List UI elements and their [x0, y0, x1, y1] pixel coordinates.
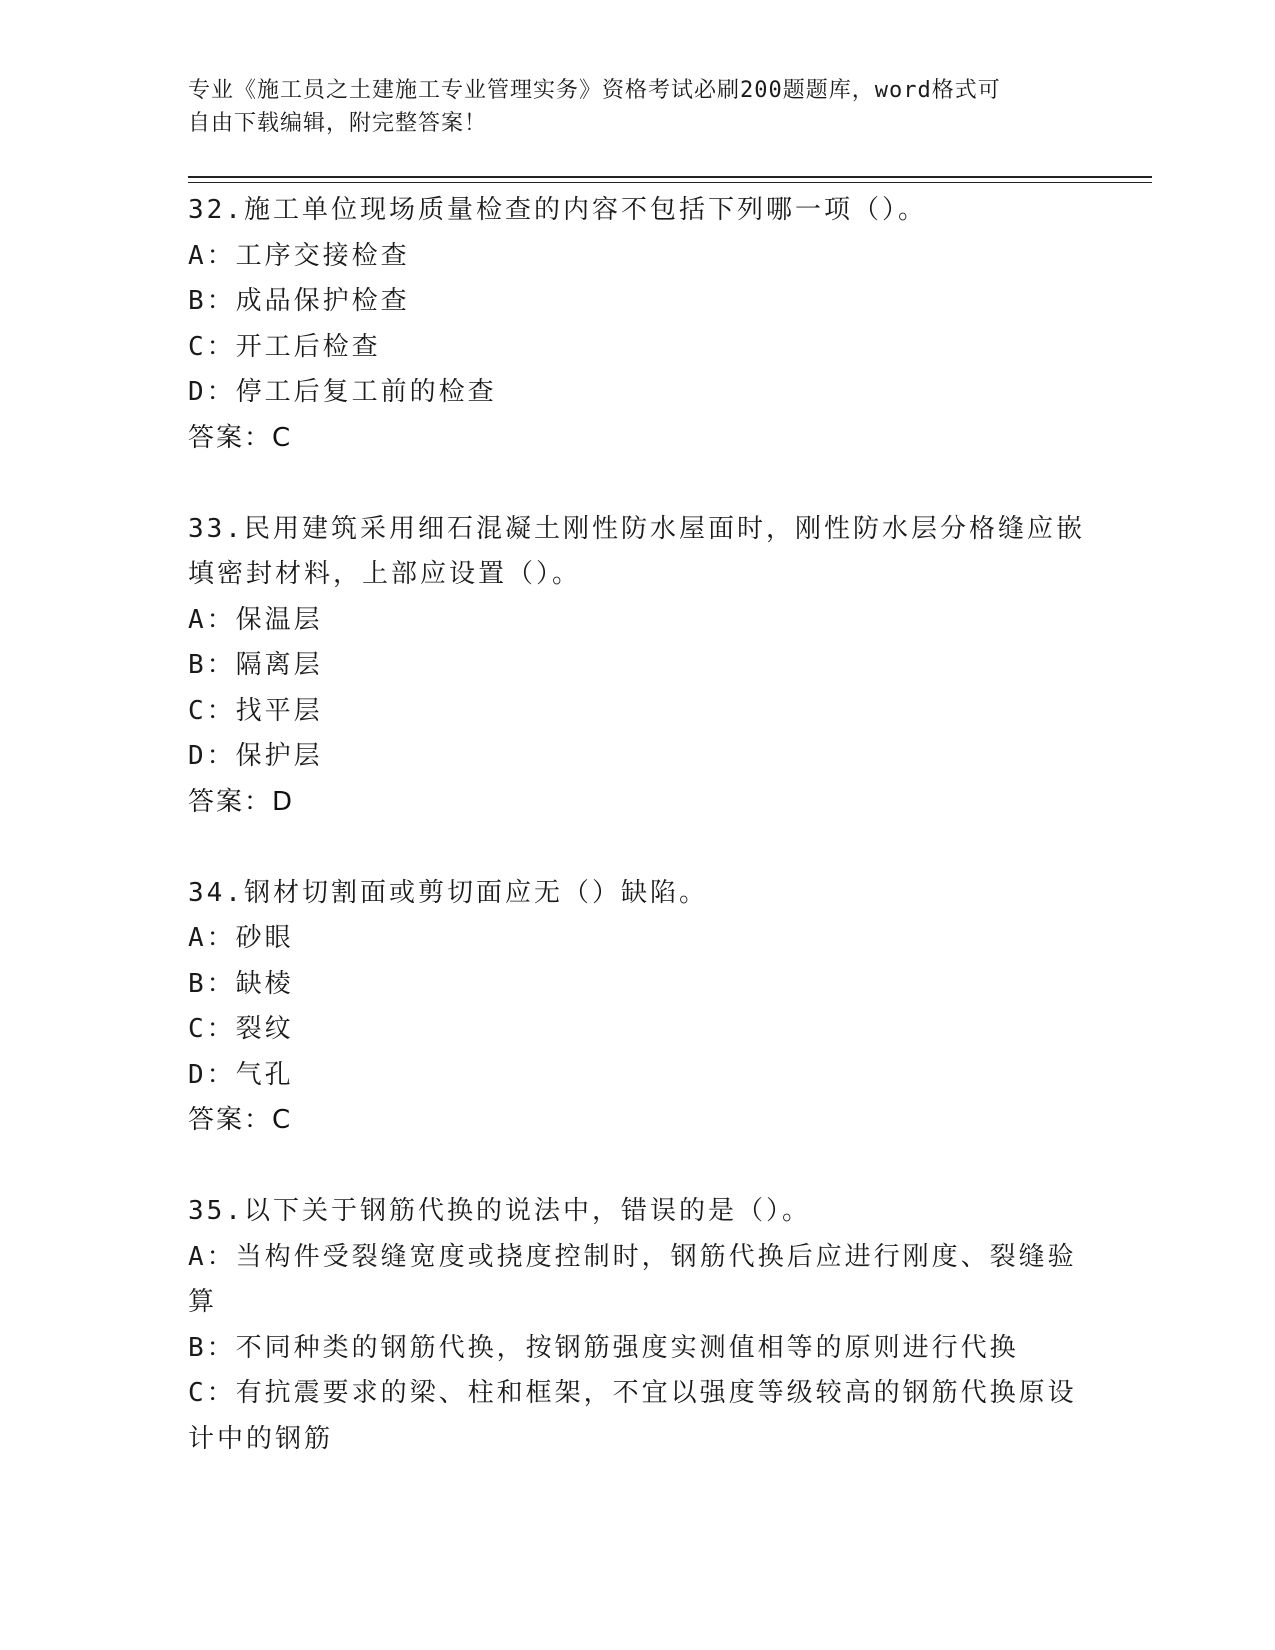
option-c-line-1: C：有抗震要求的梁、柱和框架，不宜以强度等级较高的钢筋代换原设 — [188, 1378, 1077, 1408]
question-stem-line-1: 33.民用建筑采用细石混凝土刚性防水屋面时，刚性防水层分格缝应嵌 — [188, 513, 1085, 544]
option-a-line-1: A：当构件受裂缝宽度或挠度控制时，钢筋代换后应进行刚度、裂缝验 — [188, 1241, 1077, 1272]
question-stem: 34.钢材切割面或剪切面应无（）缺陷。 — [188, 877, 708, 908]
option-c: C：找平层 — [188, 695, 323, 726]
answer-label: 答案：C — [188, 1105, 293, 1135]
option-b: B：缺棱 — [188, 968, 294, 999]
question-spacer — [188, 461, 1088, 507]
question-34 — [188, 871, 1088, 1144]
question-32 — [188, 188, 1088, 461]
header-line-2: 自由下载编辑，附完整答案！ — [188, 111, 488, 136]
option-a: A：工序交接检查 — [188, 240, 410, 271]
answer-label: 答案：D — [188, 786, 295, 817]
option-d: D：停工后复工前的检查 — [188, 377, 497, 407]
document-header — [188, 74, 1088, 140]
option-a: A：砂眼 — [188, 923, 294, 953]
option-b: B：成品保护检查 — [188, 286, 410, 316]
question-stem: 35.以下关于钢筋代换的说法中，错误的是（）。 — [188, 1196, 811, 1226]
option-d: D：保护层 — [188, 741, 323, 771]
question-spacer — [188, 1144, 1088, 1190]
option-c: C：开工后检查 — [188, 331, 381, 362]
header-line-1: 专业《施工员之土建施工专业管理实务》资格考试必刷200题题库，word格式可 — [188, 78, 1001, 103]
question-stem: 32.施工单位现场质量检查的内容不包括下列哪一项（）。 — [188, 195, 927, 225]
header-divider-thin — [188, 182, 1152, 183]
option-b: B：不同种类的钢筋代换，按钢筋强度实测值相等的原则进行代换 — [188, 1332, 1019, 1363]
question-stem-line-2: 填密封材料，上部应设置（）。 — [188, 559, 582, 589]
question-35 — [188, 1189, 1088, 1462]
question-spacer — [188, 825, 1088, 871]
question-list — [188, 188, 1088, 1462]
option-b: B：隔离层 — [188, 650, 323, 680]
option-c-line-2: 计中的钢筋 — [188, 1423, 334, 1454]
option-a-line-2: 算 — [188, 1287, 218, 1317]
option-c: C：裂纹 — [188, 1014, 294, 1044]
answer-label: 答案：C — [188, 422, 293, 453]
header-divider-thick — [188, 176, 1152, 178]
option-d: D：气孔 — [188, 1059, 294, 1090]
option-a: A：保温层 — [188, 604, 323, 635]
question-33 — [188, 507, 1088, 826]
